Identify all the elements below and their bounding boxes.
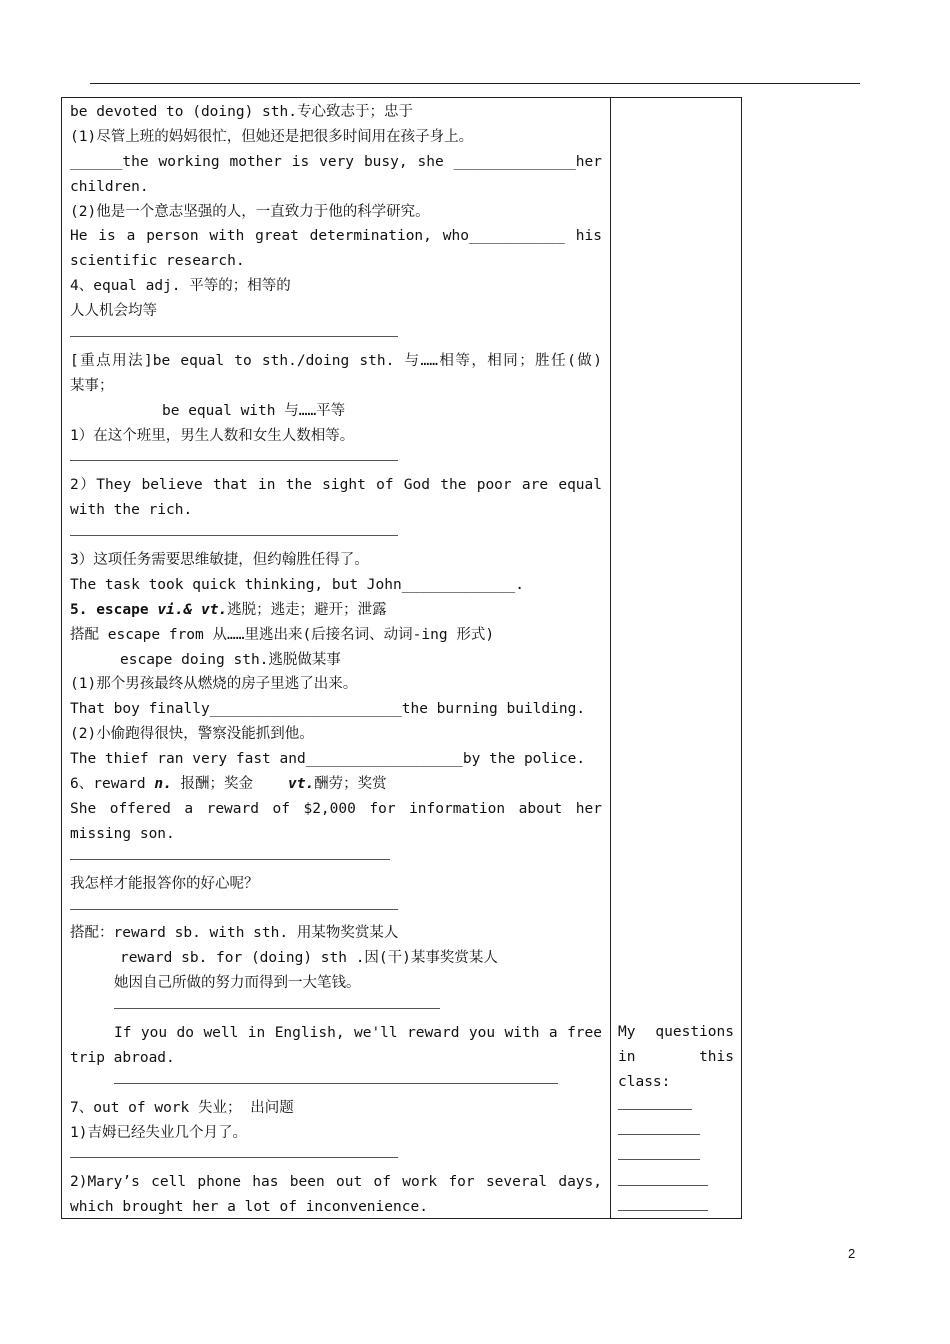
page-number: 2 (848, 1246, 856, 1261)
text-line: He is a person with great determination, who___________ his (70, 228, 602, 245)
text-line: 某事； (70, 377, 114, 394)
question-line (618, 1145, 734, 1170)
text-line: which brought her a lot of inconvenience. (70, 1199, 428, 1216)
text-line: 搭配 escape from 从……里逃出来(后接名词、动词-ing 形式) (70, 626, 495, 643)
answer-line (70, 897, 602, 922)
side-label: in this (618, 1048, 734, 1065)
text-line: be devoted to (doing) sth.专心致志于；忠于 (70, 104, 413, 120)
side-label: class: (618, 1073, 671, 1090)
pos-label: vi.& vt. (157, 601, 228, 618)
text-line: with the rich. (70, 502, 193, 519)
section-heading (70, 772, 602, 797)
text-line: (1)尽管上班的妈妈很忙，但她还是把很多时间用在孩子身上。 (70, 128, 474, 145)
reward-heading: 6、reward (70, 776, 146, 793)
answer-line (70, 1071, 602, 1096)
question-line (618, 1095, 734, 1120)
reward-meaning: 酬劳；奖赏 (314, 776, 387, 793)
section-heading: 4、equal adj. 平等的；相等的 (70, 278, 291, 295)
escape-heading: 5. escape (70, 601, 149, 618)
question-line (618, 1120, 734, 1145)
answer-line (70, 1145, 602, 1170)
text-line: She offered a reward of $2,000 for information about her (70, 800, 602, 817)
text-line: (2)他是一个意志坚强的人，一直致力于他的科学研究。 (70, 203, 430, 220)
text-line: 搭配：reward sb. with sth. 用某物奖赏某人 (70, 925, 399, 942)
text-line: children. (70, 178, 149, 195)
worksheet-table (61, 97, 742, 1219)
text-line: 1）在这个班里，男生人数和女生人数相等。 (70, 427, 355, 444)
text-line: The thief ran very fast and__________________by the police. (70, 751, 586, 768)
question-line (618, 1171, 734, 1196)
reward-meaning: 报酬；奖金 (180, 776, 254, 793)
text-line: That boy finally______________________the burning building. (70, 701, 586, 718)
answer-line (70, 324, 602, 349)
text-line: 2)Mary’s cell phone has been out of work for several days, (70, 1174, 602, 1191)
side-label: My questions (618, 1024, 734, 1040)
section-heading (70, 598, 602, 623)
text-line: The task took quick thinking, but John_____________. (70, 576, 524, 593)
column-divider (610, 98, 611, 1218)
answer-line (70, 448, 602, 473)
text-line: missing son. (70, 825, 175, 842)
text-line: reward sb. for (doing) sth .因(干)某事奖赏某人 (120, 950, 498, 967)
answer-line (70, 996, 602, 1021)
text-line: escape doing sth.逃脱做某事 (120, 651, 341, 668)
answer-line (70, 523, 602, 548)
text-line: trip abroad. (70, 1049, 175, 1066)
pos-label: vt. (287, 776, 315, 793)
pos-label: n. (154, 776, 172, 793)
text-line: (2)小偷跑得很快，警察没能抓到他。 (70, 726, 314, 743)
text-line: be equal with 与……平等 (162, 402, 346, 419)
header-rule (90, 83, 860, 84)
text-line: If you do well in English, we'll reward you with a free (114, 1024, 602, 1041)
text-line: ______the working mother is very busy, she ______________her (70, 153, 602, 170)
main-column (70, 100, 602, 1220)
question-line (618, 1196, 734, 1221)
text-line: 她因自己所做的努力而得到一大笔钱。 (114, 975, 361, 992)
text-line: 2）They believe that in the sight of God the poor are equal (70, 477, 602, 494)
text-line: scientific research. (70, 253, 245, 270)
text-line: 3）这项任务需要思维敏捷，但约翰胜任得了。 (70, 552, 369, 569)
answer-line (70, 847, 602, 872)
questions-column (618, 1020, 734, 1221)
section-heading: 7、out of work 失业； 出问题 (70, 1099, 294, 1116)
text-line: [重点用法]be equal to sth./doing sth. 与……相等，相同；胜任(做) (70, 352, 602, 369)
text-line: 我怎样才能报答你的好心呢？ (70, 875, 259, 892)
text-line: 人人机会均等 (70, 303, 157, 320)
text-line: 1)吉姆已经失业几个月了。 (70, 1124, 247, 1141)
text-line: (1)那个男孩最终从燃烧的房子里逃了出来。 (70, 676, 358, 693)
escape-meaning: 逃脱；逃走；避开；泄露 (227, 601, 387, 618)
